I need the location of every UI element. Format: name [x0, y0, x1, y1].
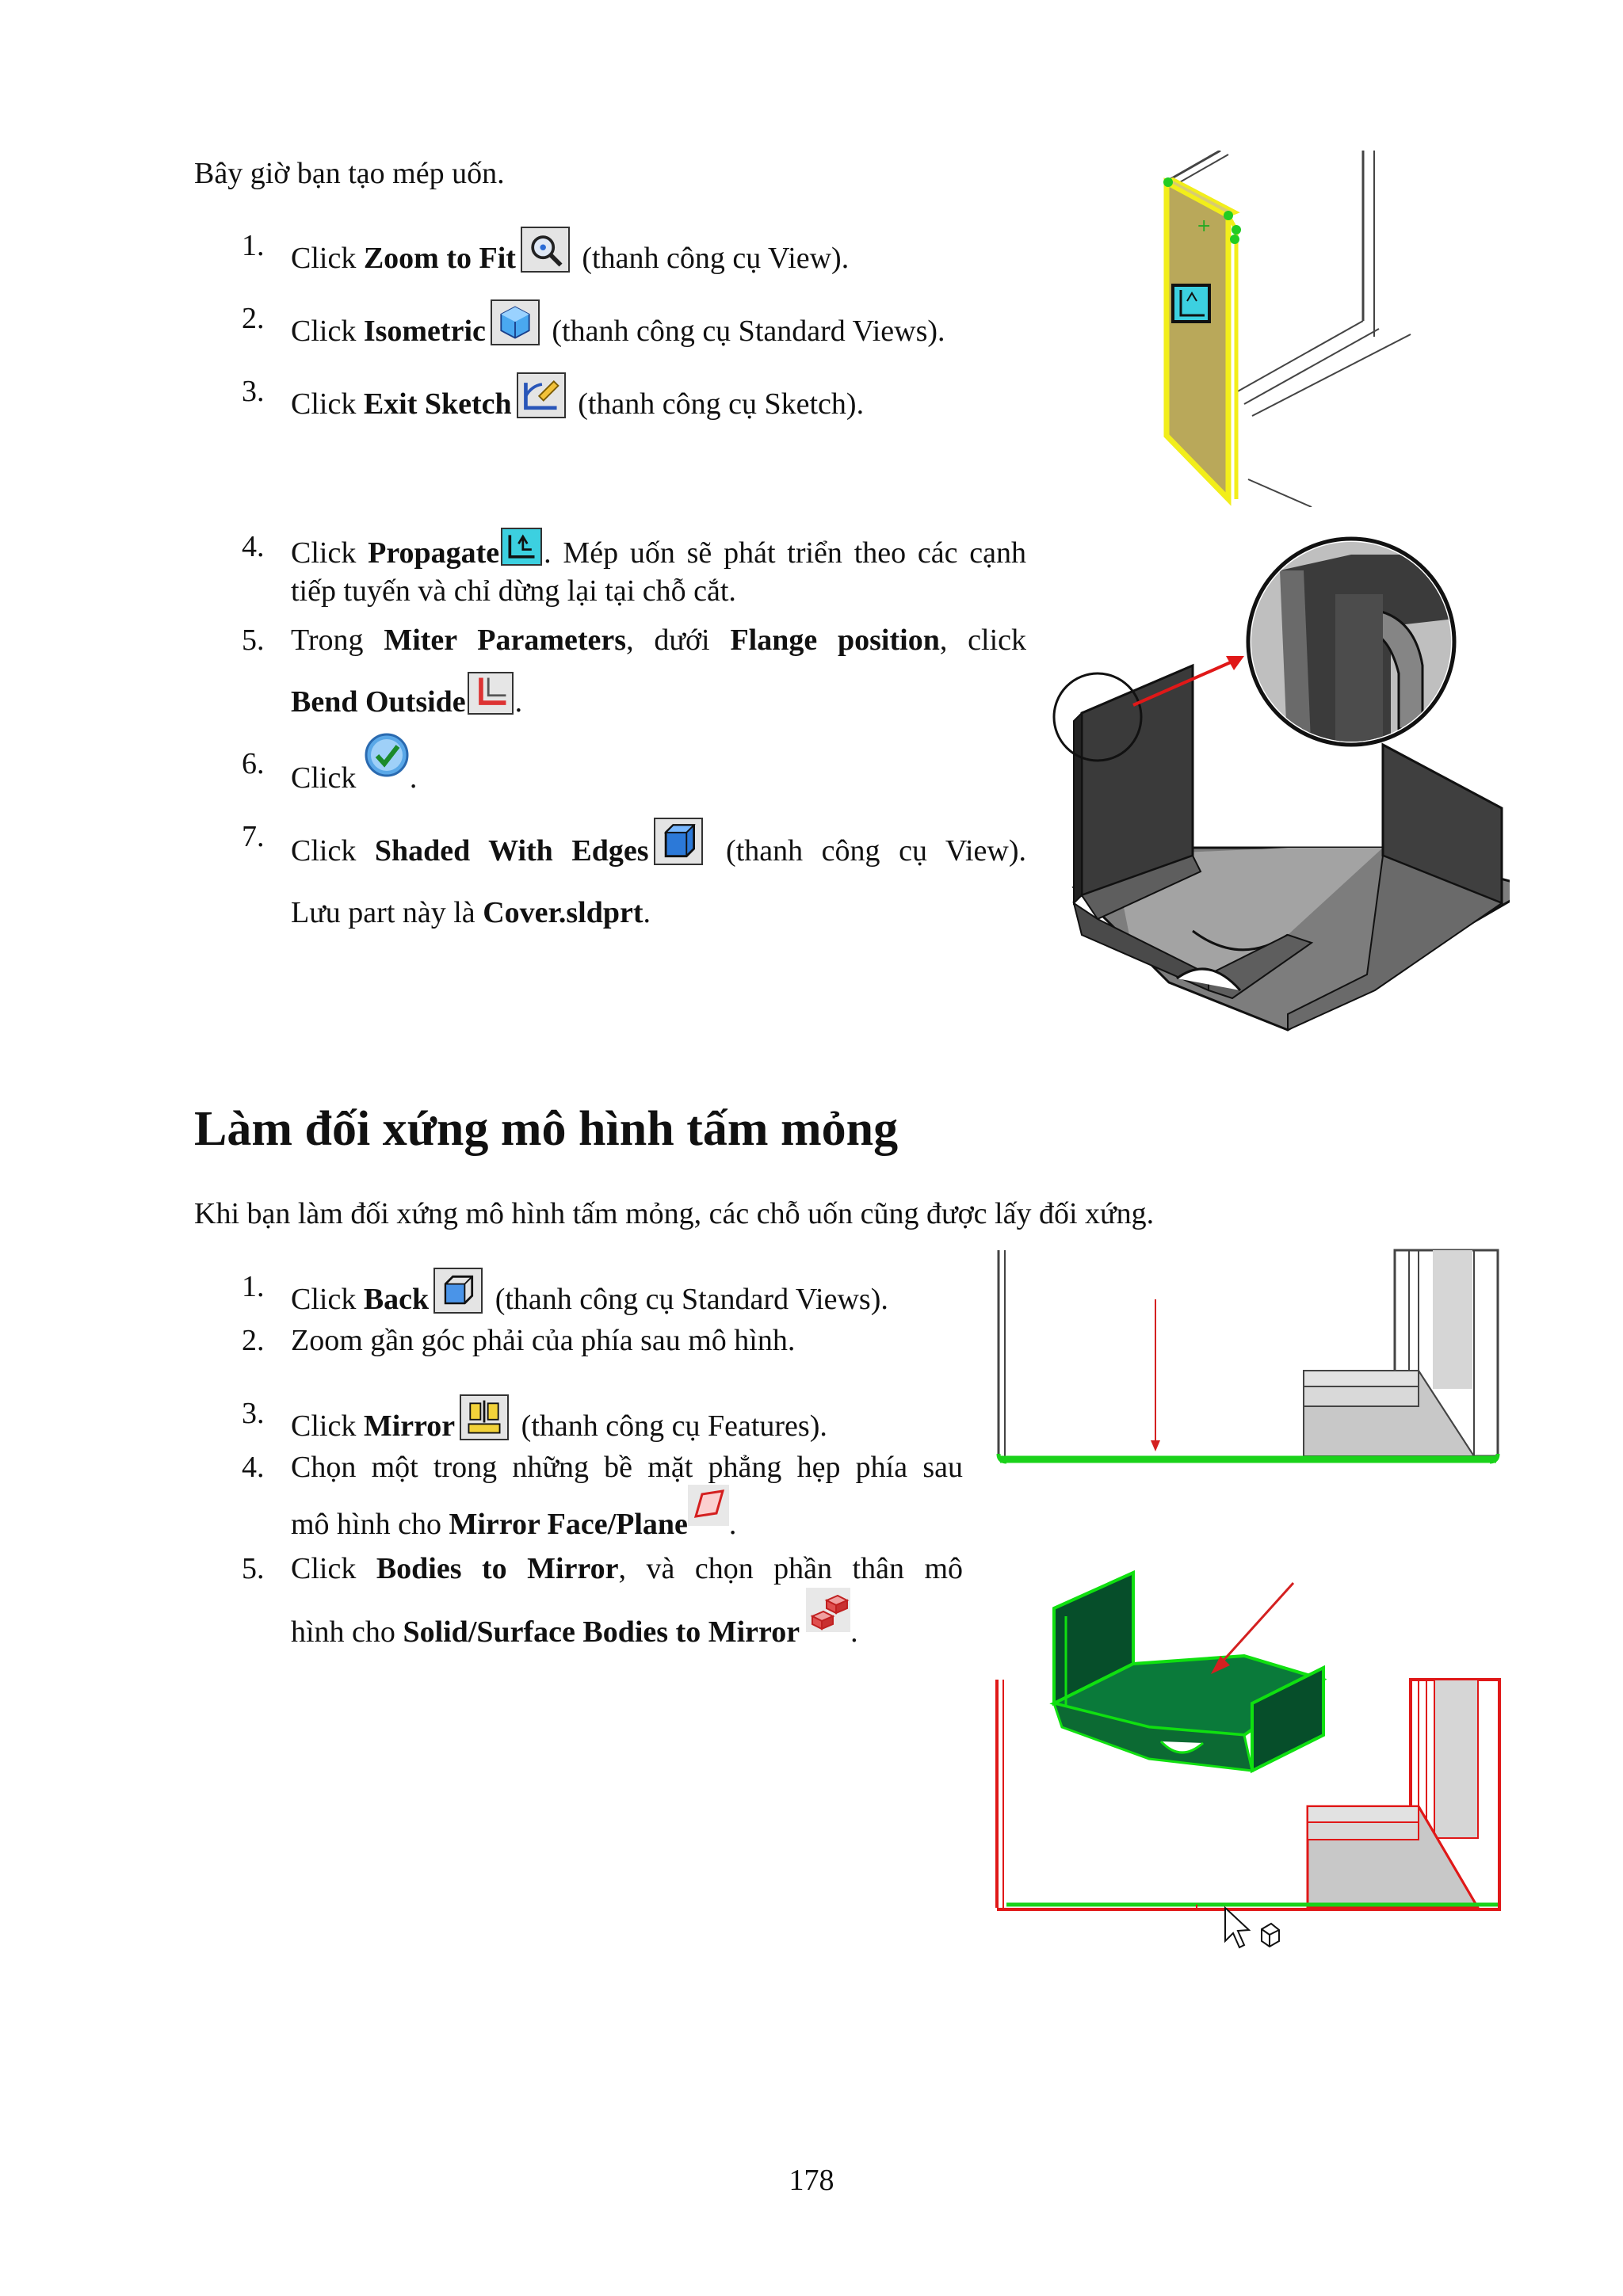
intro-text: Bây giờ bạn tạo mép uốn.: [194, 157, 505, 190]
bodies-to-mirror-icon: [806, 1588, 850, 1632]
section-heading: Làm đối xứng mô hình tấm mỏng: [194, 1102, 899, 1156]
exit-sketch-icon: [517, 372, 566, 418]
ok-check-icon: [364, 732, 410, 778]
shaded-with-edges-icon: [654, 818, 703, 865]
sketch-flange-figure: [1149, 151, 1419, 507]
bend-outside-icon: [468, 672, 514, 715]
back-view-icon: [433, 1268, 483, 1314]
mirror-icon: [460, 1394, 509, 1440]
svg-text:+: +: [1197, 216, 1212, 236]
back-view-figure: [991, 1244, 1506, 1482]
cover-part-figure: [1050, 523, 1510, 1046]
propagate-icon: [501, 528, 542, 566]
section2-intro: Khi bạn làm đối xứng mô hình tấm mỏng, các chỗ uốn cũng được lấy đối xứng.: [194, 1197, 1155, 1230]
zoom-to-fit-icon: [521, 227, 570, 273]
save-note: Lưu part này là Cover.sldprt.: [291, 896, 651, 929]
mirror-face-plane-icon: [688, 1485, 729, 1526]
mirror-preview-figure: [991, 1545, 1506, 1973]
isometric-icon: [491, 299, 540, 345]
page-number: 178: [789, 2164, 834, 2197]
